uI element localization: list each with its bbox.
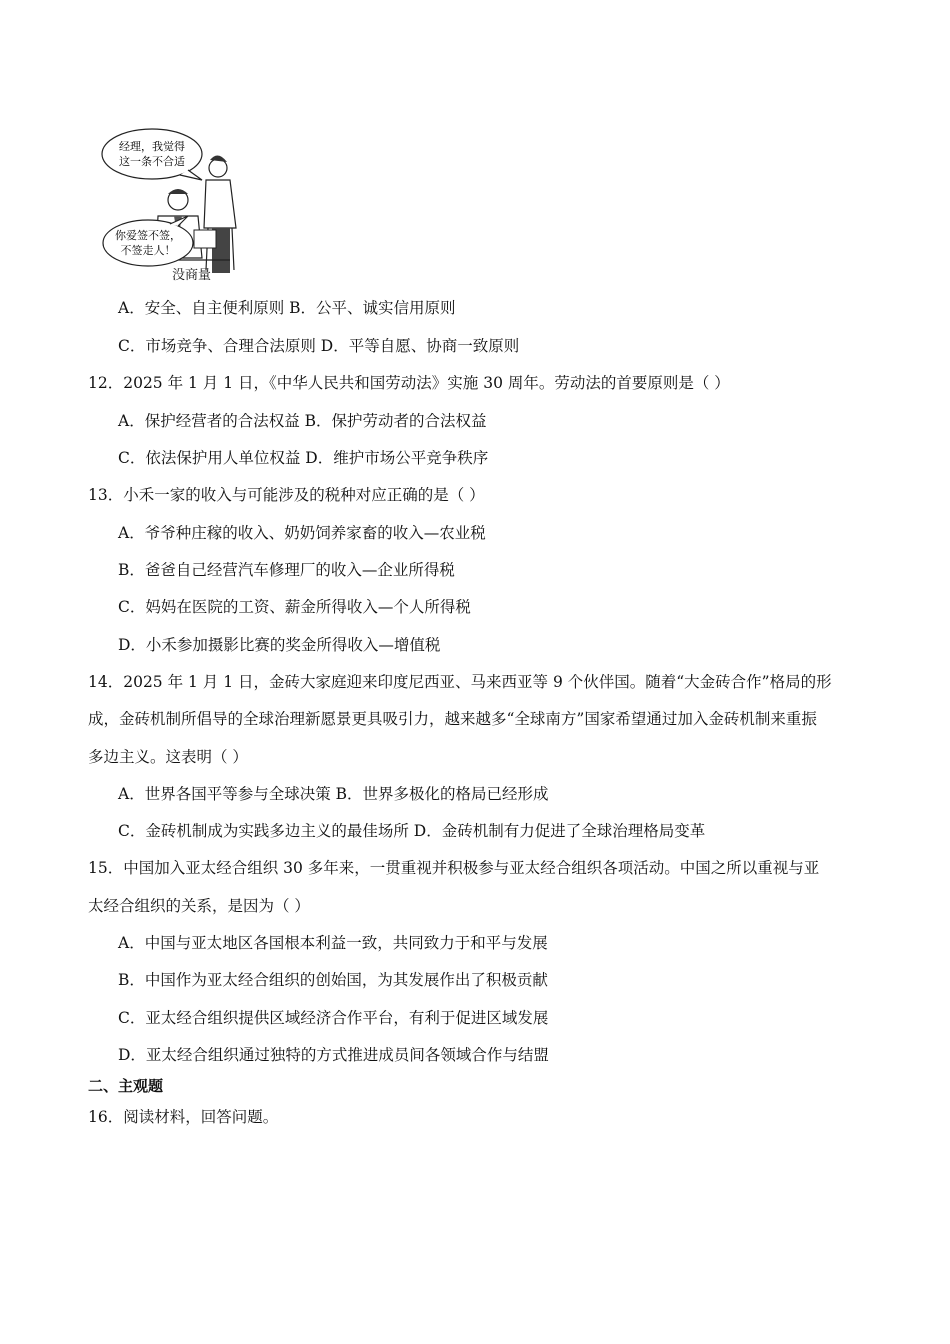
q14-stem-line-3: 多边主义。这表明（ ） <box>88 748 248 766</box>
q15-option-c: C．亚太经合组织提供区域经济合作平台，有利于促进区域发展 <box>118 1009 549 1027</box>
cartoon-illustration <box>100 120 240 285</box>
q11-option-cd: C．市场竞争、合理合法原则 D．平等自愿、协商一致原则 <box>118 337 520 355</box>
q13-option-a: A．爷爷种庄稼的收入、奶奶饲养家畜的收入—农业税 <box>118 524 486 542</box>
q14-option-ab: A．世界各国平等参与全球决策 B．世界多极化的格局已经形成 <box>118 785 549 803</box>
section-heading: 二、主观题 <box>88 1077 164 1095</box>
q14-option-cd: C．金砖机制成为实践多边主义的最佳场所 D．金砖机制有力促进了全球治理格局变革 <box>118 822 706 840</box>
q13-option-d: D．小禾参加摄影比赛的奖金所得收入—增值税 <box>118 636 441 654</box>
q13-option-c: C．妈妈在医院的工资、薪金所得收入—个人所得税 <box>118 598 471 616</box>
q12-stem: 12．2025 年 1 月 1 日，《中华人民共和国劳动法》实施 30 周年。劳动法的首要原则是（ ） <box>88 374 730 392</box>
q15-option-d: D．亚太经合组织通过独特的方式推进成员间各领域合作与结盟 <box>118 1046 549 1064</box>
q14-stem-line-1: 14．2025 年 1 月 1 日，金砖大家庭迎来印度尼西亚、马来西亚等 9 个伙伴国。随着“大金砖合作”格局的形 <box>88 673 832 691</box>
bubble-top-line-2: 这一条不合适 <box>119 155 185 168</box>
q12-option-ab: A．保护经营者的合法权益 B．保护劳动者的合法权益 <box>118 412 487 430</box>
q13-stem: 13．小禾一家的收入与可能涉及的税种对应正确的是（ ） <box>88 486 485 504</box>
q15-stem-line-1: 15．中国加入亚太经合组织 30 多年来，一贯重视并积极参与亚太经合组织各项活动。中国之所以重视与亚 <box>88 859 820 877</box>
q15-stem-line-2: 太经合组织的关系，是因为（ ） <box>88 897 310 915</box>
q13-option-b: B．爸爸自己经营汽车修理厂的收入—企业所得税 <box>118 561 455 579</box>
q15-option-a: A．中国与亚太地区各国根本利益一致，共同致力于和平与发展 <box>118 934 548 952</box>
bubble-bottom-line-1: 你爱签不签， <box>115 229 181 242</box>
q11-option-ab: A．安全、自主便利原则 B．公平、诚实信用原则 <box>118 299 456 317</box>
q14-stem-line-2: 成，金砖机制所倡导的全球治理新愿景更具吸引力，越来越多“全球南方”国家希望通过加入金砖机制来重振 <box>88 710 817 728</box>
q16-stem: 16．阅读材料，回答问题。 <box>88 1108 279 1126</box>
q15-option-b: B．中国作为亚太经合组织的创始国，为其发展作出了积极贡献 <box>118 971 548 989</box>
cartoon-caption: 没商量 <box>172 268 212 283</box>
bubble-top-line-1: 经理，我觉得 <box>119 140 185 153</box>
bubble-bottom-line-2: 不签走人！ <box>120 244 176 257</box>
q12-option-cd: C．依法保护用人单位权益 D．维护市场公平竞争秩序 <box>118 449 489 467</box>
